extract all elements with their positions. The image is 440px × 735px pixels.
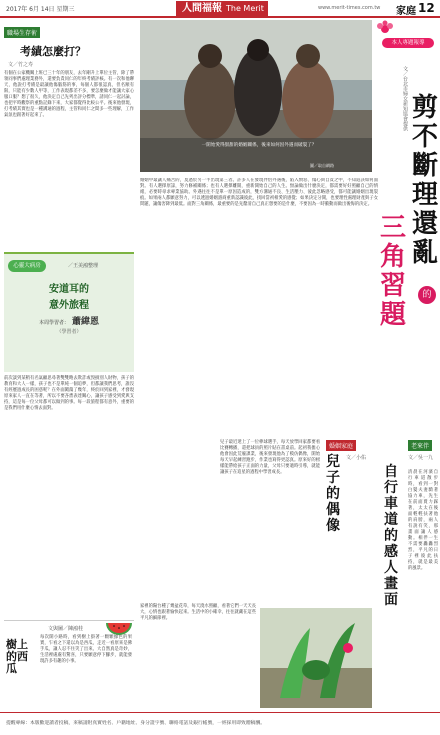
feature-box — [4, 252, 134, 372]
elderly-article — [378, 440, 438, 710]
page-header — [0, 0, 440, 18]
headline-connector: 的 — [418, 286, 436, 304]
feature-role: （學習者） — [56, 329, 82, 335]
hero-photo — [140, 20, 372, 172]
article-byline: 文／竹之寿 — [8, 62, 34, 68]
brand-name: 人間福報 — [182, 3, 222, 14]
elderly-body: 清晨在河濱自行車道散步時，看到一對白髮夫妻騎著協力車，先生在前面賣力踩著，太太在後面輕輕扶著他的肩膀，兩人有說有笑，那畫面讓人感動。相伴一生不需要轟轟烈烈，平凡的日子裡彼此扶持，就是最美的風景。 — [408, 470, 438, 571]
marriage-article — [220, 440, 372, 600]
article-body: 有個在公家機關上班已三十年的朋友，去年剛升上單位主管，除了帶領同事們處理業務外，還要負責同仁的年終考績評核。有一次和他聊天，他說打考績是最讓他傷腦筋的事，每個人都很認真，但名額有限，只能有少數人甲等，工作表現都差不多，要怎麼做才能讓大家心服口服？想了很久，他決定自己先列出評分標準，請同仁一起討論，也把平時觀察的重點記錄下來，大家都覺得比較公平。後來他發現，打考績其實也是一種溝通的過程，主管和同仁之間多一些理解，工作氣氛也跟著好起來了。 — [4, 71, 134, 118]
left-column — [4, 20, 134, 710]
headline-line-b: 三角習題 — [380, 213, 407, 330]
main-story-body: 婚姻中最讓人痛苦的，莫過於另一半出現第三者。許多人在發現伴侶外遇後，陷入憤怒、傷心與自責之中，不知道該如何面對。有人選擇原諒，努力修補關係；也有人選擇離開，重新開始自己的人生。無論做出什麼決定，都需要好好照顧自己的情緒，必要時尋求專業協助。外遇往往不是單一原因造成的，雙方溝通不良、生活壓力、彼此忽略感受，都可能讓婚姻出現裂痕。如果兩人都願意努力，可以透過婚姻諮商重新認識彼此，找回當初相愛的感覺；如果決定分開，也要理性處理財產與子女問題，讓傷害降到最低。面對三角關係，最重要的是先釐清自己真正想要的是什麼，不要因為一時衝動而做出後悔的決定。 — [140, 178, 378, 207]
footer-notice: 提醒專線：本版歡迎讀者投稿，來稿請附真實姓名、戶籍地址、身分證字號、聯絡電話及銀行帳號，一經採用即致贈稿酬。 — [6, 721, 266, 726]
feature-body: 前次談到某稍有名氣顧思尋著雙雙飽去欺詐或毀損別人財物，孩子的教育和大人一樣，孩子也不是單純一個追夢，但都讓我們思考，誰沒有經歷過成長的困惑呢？在外面闖蕩了幾年，終於回到家裡，才發現原來家人一直在等著，所以不要吝嗇表達關心，讓孩子感受到愛與支持，這是每一位父母都可以做到的事。每一段旅程都有意外，重要的是我們用什麼心情去面對。 — [4, 376, 134, 411]
marriage-byline: 文／小佑 — [346, 455, 367, 461]
melon-body: 每次開小路時，看到樹上掛著一顆顆綠色的果實，乍看之下還以為是西瓜，走近一看原來是佛手瓜，讓人忍不住笑了出來。大自然真是奇妙，生活裡處處有驚喜，只要願意停下腳步，就能發現許多有趣的小事。 — [40, 635, 132, 664]
feature-author-name: 蕭緯恩 — [72, 317, 100, 327]
plant-photo — [260, 608, 372, 708]
hero-caption: 一開始愛得甜甜的婚姻關係，後來如何因外遇而破裂了？ — [201, 143, 317, 148]
topic-label — [372, 20, 438, 60]
feature-author — [4, 314, 134, 327]
brand-english: The Merit — [226, 4, 264, 13]
elderly-title: 自行車道的感人畫面 — [384, 464, 398, 608]
feature-logo: 心靈大病房 — [8, 260, 46, 272]
elderly-byline: 文／吳一九 — [408, 455, 434, 461]
marriage-tag: 婚姻家庭 — [326, 440, 356, 451]
newspaper-brand — [176, 1, 268, 16]
page-footer — [0, 712, 440, 735]
hero-illustration — [140, 20, 372, 172]
main-story — [140, 178, 378, 478]
feature-editor: ／王美鴻整理 — [68, 263, 99, 269]
headline-byline: 文／台北市婦女新知協會提供 — [402, 66, 408, 131]
melon-title: 樹上的西瓜 — [6, 638, 28, 675]
section-name: 家庭 — [396, 6, 416, 17]
life-body: 家裡的陽台種了幾盆花草，每天澆水照顧，看著它們一天天長大，心情也跟著愉快起來。生活中的小確幸，往往就藏在這些平凡的細節裡。 — [140, 604, 257, 621]
marriage-body: 兒子最近迷上了一位棒球選手，每天放學回家都要看比賽轉播，還把球員的照片貼在書桌前。起初我擔心他會因此荒廢課業，後來發現他為了模仿偶像，開始每天早起練習跑步，作業也寫得更認真。原來好的榜樣能帶給孩子正面的力量，父母只要適時引導，就能讓孩子在追星的過程中學習成長。 — [220, 440, 320, 475]
marriage-title: 兒子的偶像 — [326, 454, 340, 534]
article-title: 考績怎麼打？ — [20, 45, 86, 58]
melon-article — [4, 620, 134, 708]
issue-date: 2017年 6月 14日 星期三 — [6, 6, 75, 13]
page-number: 12 — [418, 1, 435, 15]
flower-icon — [374, 20, 396, 38]
site-url: www.merit-times.com.tw — [318, 5, 381, 11]
life-article — [140, 604, 372, 708]
hero-credit: 圖／取自網路 — [310, 163, 334, 168]
elderly-tag: 老來伴 — [408, 440, 432, 451]
topic-badge: 本人專題報導 — [382, 38, 434, 48]
main-headline — [378, 64, 440, 330]
headline-line-a: 剪不斷理還亂 — [412, 93, 439, 268]
melon-byline: 文與圖／陳鴻桂 — [48, 626, 84, 632]
column-tag: 職場生存術 — [4, 27, 40, 38]
watermelon-icon — [104, 621, 134, 635]
feature-title-line1: 安道耳的 — [49, 284, 89, 295]
feature-title-line2: 意外旅程 — [49, 300, 89, 311]
feature-author-prefix: 本周學習者： — [38, 320, 69, 326]
